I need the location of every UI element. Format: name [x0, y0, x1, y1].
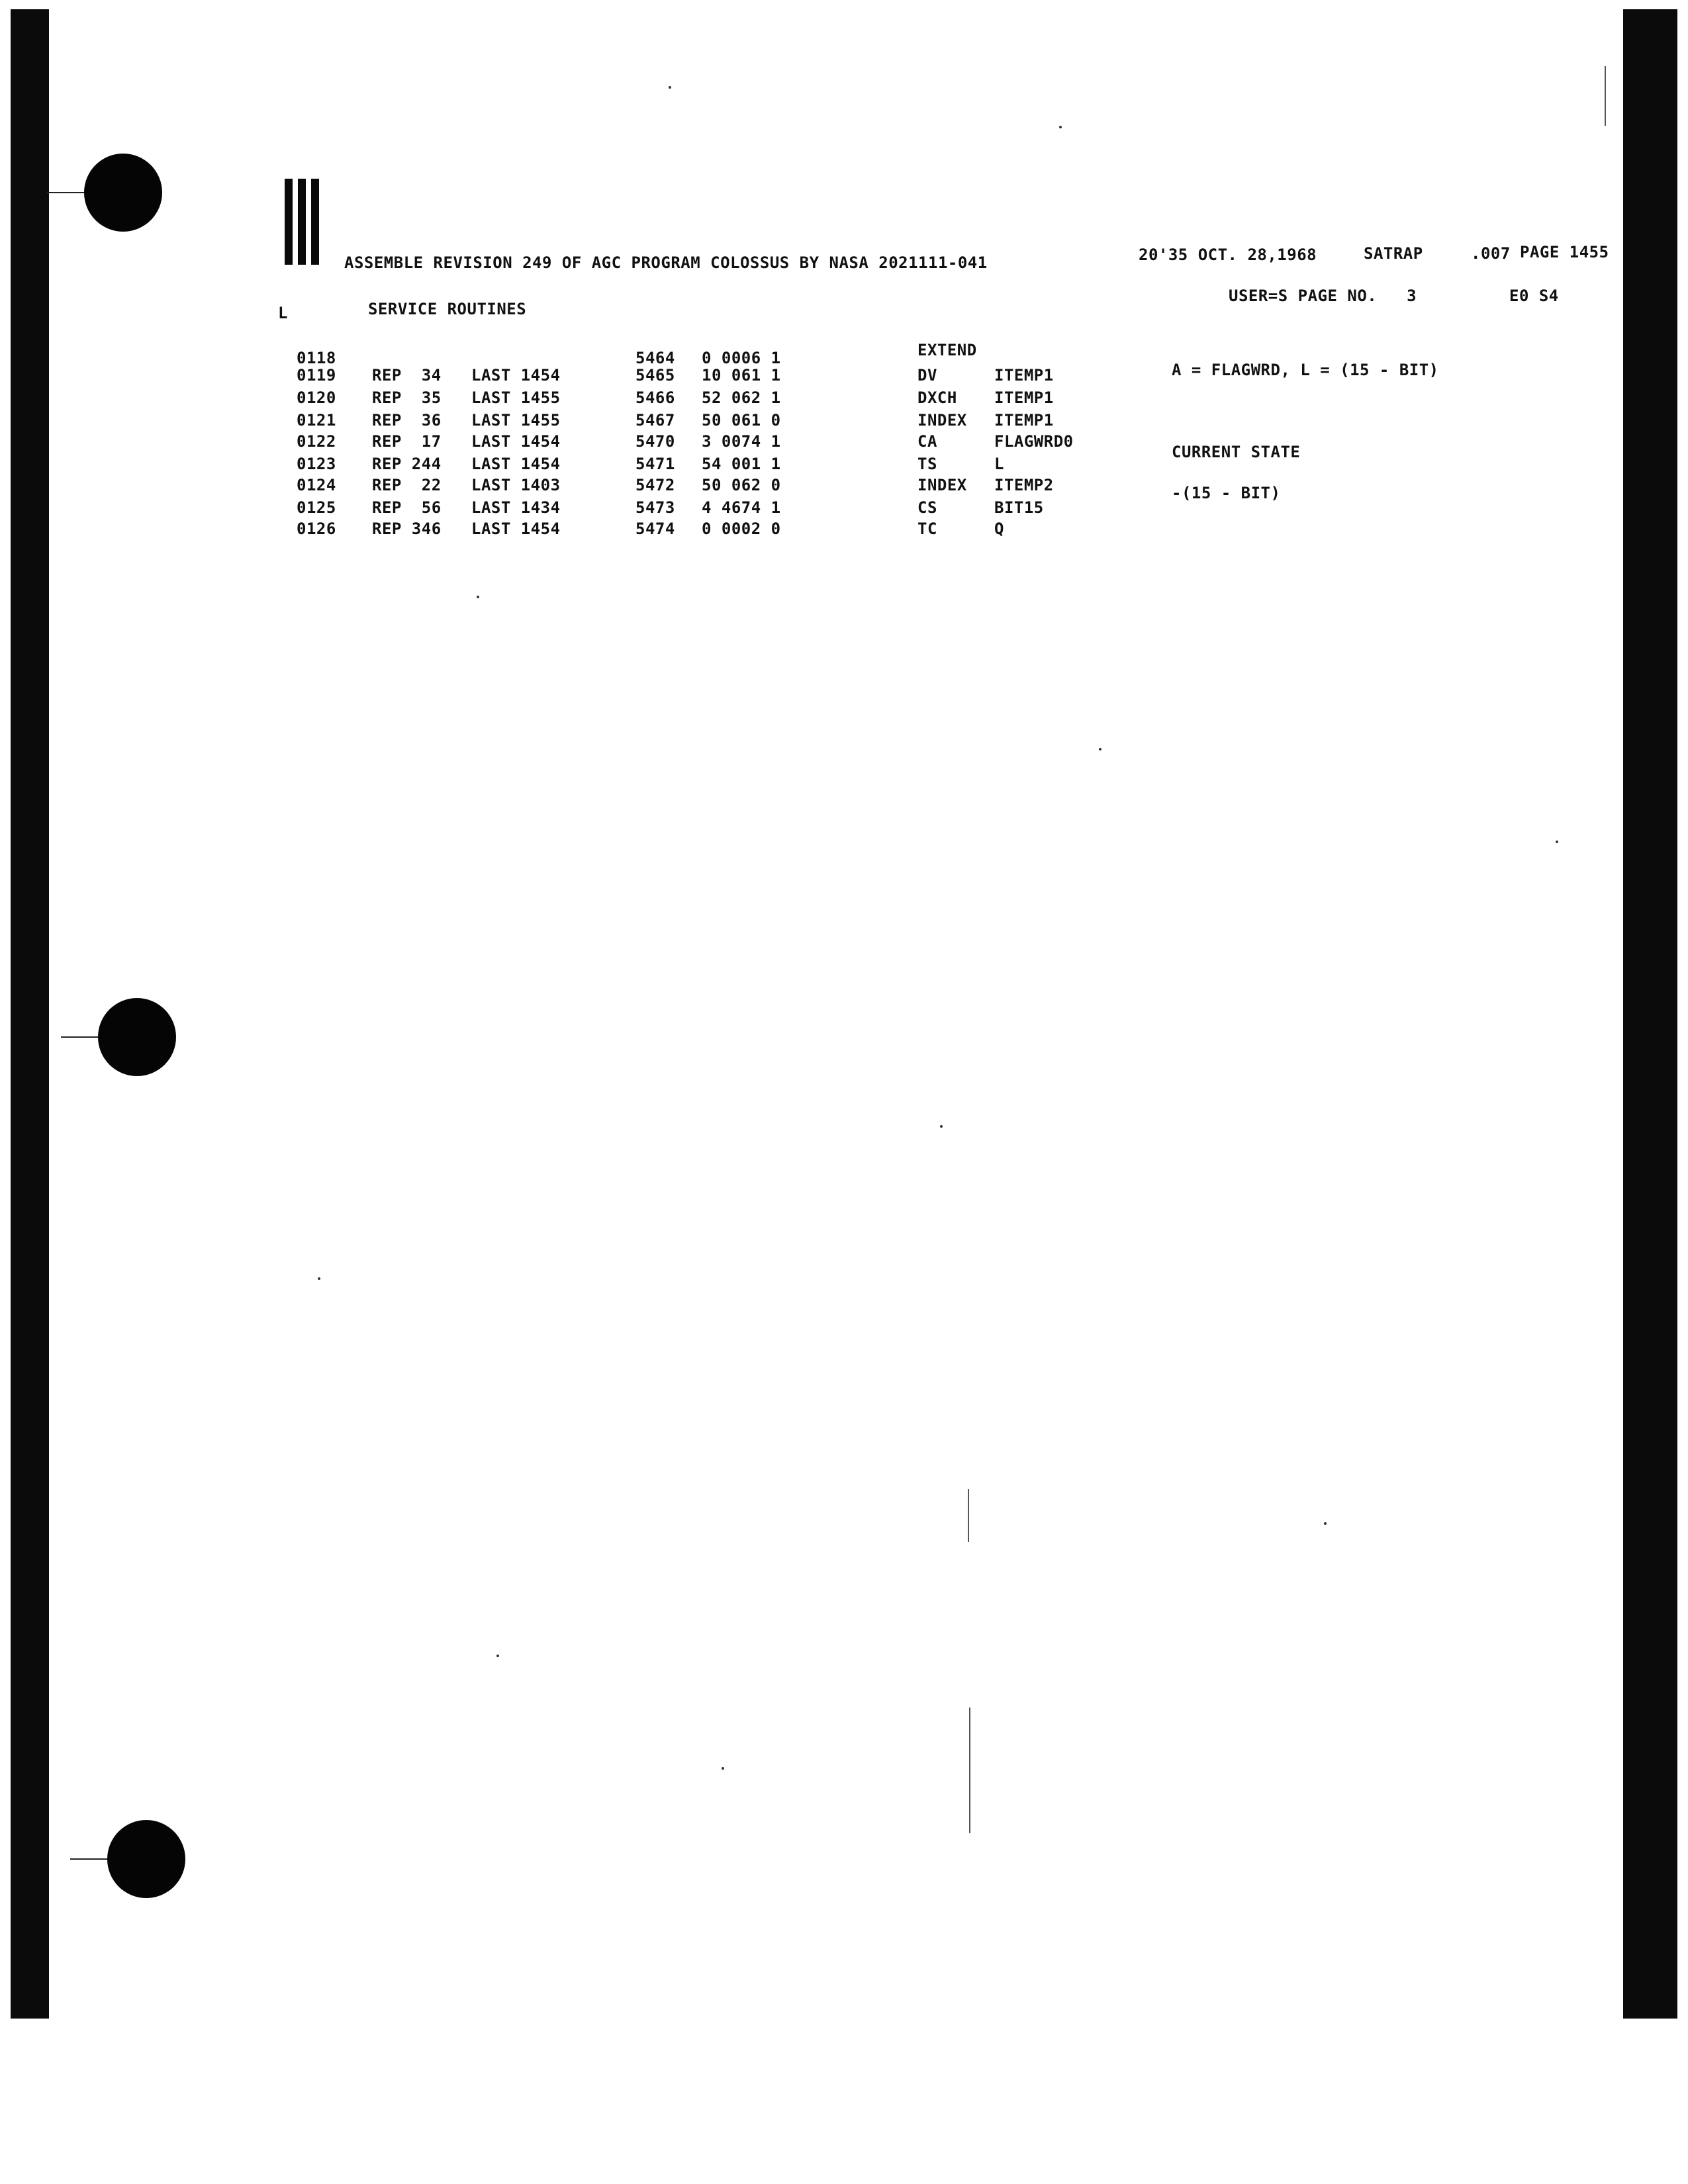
address: 5465: [635, 366, 675, 385]
opcode: TC: [917, 520, 937, 538]
address: 5474: [635, 520, 675, 538]
header-code: E0 S4: [1509, 287, 1559, 305]
punch-hole-top: [84, 154, 162, 232]
last-field: LAST 1454: [471, 432, 561, 451]
operand: ITEMP1: [994, 366, 1054, 385]
punch-hole-middle: [98, 998, 176, 1076]
line-number: 0125: [297, 498, 336, 517]
octal-word: 0 0002 0: [702, 520, 781, 538]
scan-speck: [477, 596, 479, 598]
header-program: SATRAP: [1364, 244, 1423, 263]
address: 5467: [635, 411, 675, 430]
punch-hole-bottom: [107, 1820, 185, 1898]
assembly-header: ASSEMBLE REVISION 249 OF AGC PROGRAM COLOSSUS BY NASA 2021111-041: [344, 253, 988, 272]
scan-speck: [318, 1277, 320, 1280]
opcode: EXTEND: [917, 341, 977, 359]
operand: BIT15: [994, 498, 1044, 517]
right-scan-border: [1623, 9, 1677, 2019]
rep-field: REP 56: [372, 498, 442, 517]
line-number: 0123: [297, 455, 336, 473]
operand: L: [994, 455, 1004, 473]
address: 5470: [635, 432, 675, 451]
line-number: 0124: [297, 476, 336, 494]
header-version: .007: [1471, 244, 1511, 263]
scan-speck: [1099, 748, 1102, 751]
operand: Q: [994, 520, 1004, 538]
rep-field: REP 22: [372, 476, 442, 494]
last-field: LAST 1454: [471, 366, 561, 385]
octal-word: 52 062 1: [702, 388, 781, 407]
last-field: LAST 1434: [471, 498, 561, 517]
opcode: INDEX: [917, 476, 967, 494]
feed-bar-mark: [298, 179, 306, 265]
opcode: CS: [917, 498, 937, 517]
octal-word: 54 001 1: [702, 455, 781, 473]
scan-speck: [722, 1767, 724, 1770]
line-number: 0120: [297, 388, 336, 407]
opcode: INDEX: [917, 411, 967, 430]
comment: CURRENT STATE: [1172, 443, 1301, 461]
rep-field: REP 35: [372, 388, 442, 407]
opcode: DXCH: [917, 388, 957, 407]
opcode: TS: [917, 455, 937, 473]
section-letter: L: [278, 304, 288, 322]
listing-row: [0, 410, 1589, 432]
line-number: 0122: [297, 432, 336, 451]
last-field: LAST 1403: [471, 476, 561, 494]
user-page-number: USER=S PAGE NO. 3: [1229, 287, 1417, 305]
address: 5471: [635, 455, 675, 473]
line-number: 0121: [297, 411, 336, 430]
header-timestamp: 20'35 OCT. 28,1968: [1139, 246, 1317, 264]
octal-word: 50 061 0: [702, 411, 781, 430]
address: 5466: [635, 388, 675, 407]
listing-row: [0, 361, 1589, 387]
scan-artifact-line: [969, 1707, 970, 1833]
left-scan-border: [11, 9, 49, 2019]
scan-speck: [496, 1655, 499, 1657]
octal-word: 0 0006 1: [702, 349, 781, 367]
octal-word: 50 062 0: [702, 476, 781, 494]
operand: ITEMP1: [994, 388, 1054, 407]
last-field: LAST 1455: [471, 388, 561, 407]
address: 5472: [635, 476, 675, 494]
line-number: 0118: [297, 349, 336, 367]
section-title: SERVICE ROUTINES: [368, 300, 527, 318]
scan-speck: [669, 86, 671, 89]
rep-field: REP 346: [372, 520, 442, 538]
page-margin-bottom: [0, 2019, 1688, 2184]
address: 5464: [635, 349, 675, 367]
scan-speck: [1059, 126, 1062, 128]
rep-field: REP 34: [372, 366, 442, 385]
header-page: PAGE 1455: [1520, 243, 1609, 261]
listing-row: [0, 475, 1589, 496]
listing-row: [0, 519, 1589, 540]
scan-speck: [1324, 1522, 1327, 1525]
operand: ITEMP1: [994, 411, 1054, 430]
listing-row: [0, 388, 1589, 409]
address: 5473: [635, 498, 675, 517]
operand: ITEMP2: [994, 476, 1054, 494]
operand: FLAGWRD0: [994, 432, 1074, 451]
last-field: LAST 1454: [471, 455, 561, 473]
octal-word: 4 4674 1: [702, 498, 781, 517]
listing-row: [0, 432, 1589, 453]
scan-artifact-line: [968, 1489, 969, 1542]
feed-bar-mark: [285, 179, 293, 265]
last-field: LAST 1455: [471, 411, 561, 430]
rep-field: REP 244: [372, 455, 442, 473]
opcode: DV: [917, 366, 937, 385]
line-number: 0126: [297, 520, 336, 538]
comment: A = FLAGWRD, L = (15 - BIT): [1172, 361, 1439, 379]
line-number: 0119: [297, 366, 336, 385]
last-field: LAST 1454: [471, 520, 561, 538]
scan-artifact-line: [1605, 66, 1606, 126]
feed-bar-mark: [311, 179, 319, 265]
scan-speck: [1556, 841, 1558, 843]
scan-speck: [940, 1125, 943, 1128]
opcode: CA: [917, 432, 937, 451]
rep-field: REP 17: [372, 432, 442, 451]
comment: -(15 - BIT): [1172, 484, 1281, 502]
octal-word: 10 061 1: [702, 366, 781, 385]
octal-word: 3 0074 1: [702, 432, 781, 451]
rep-field: REP 36: [372, 411, 442, 430]
listing-row: [0, 443, 1589, 475]
